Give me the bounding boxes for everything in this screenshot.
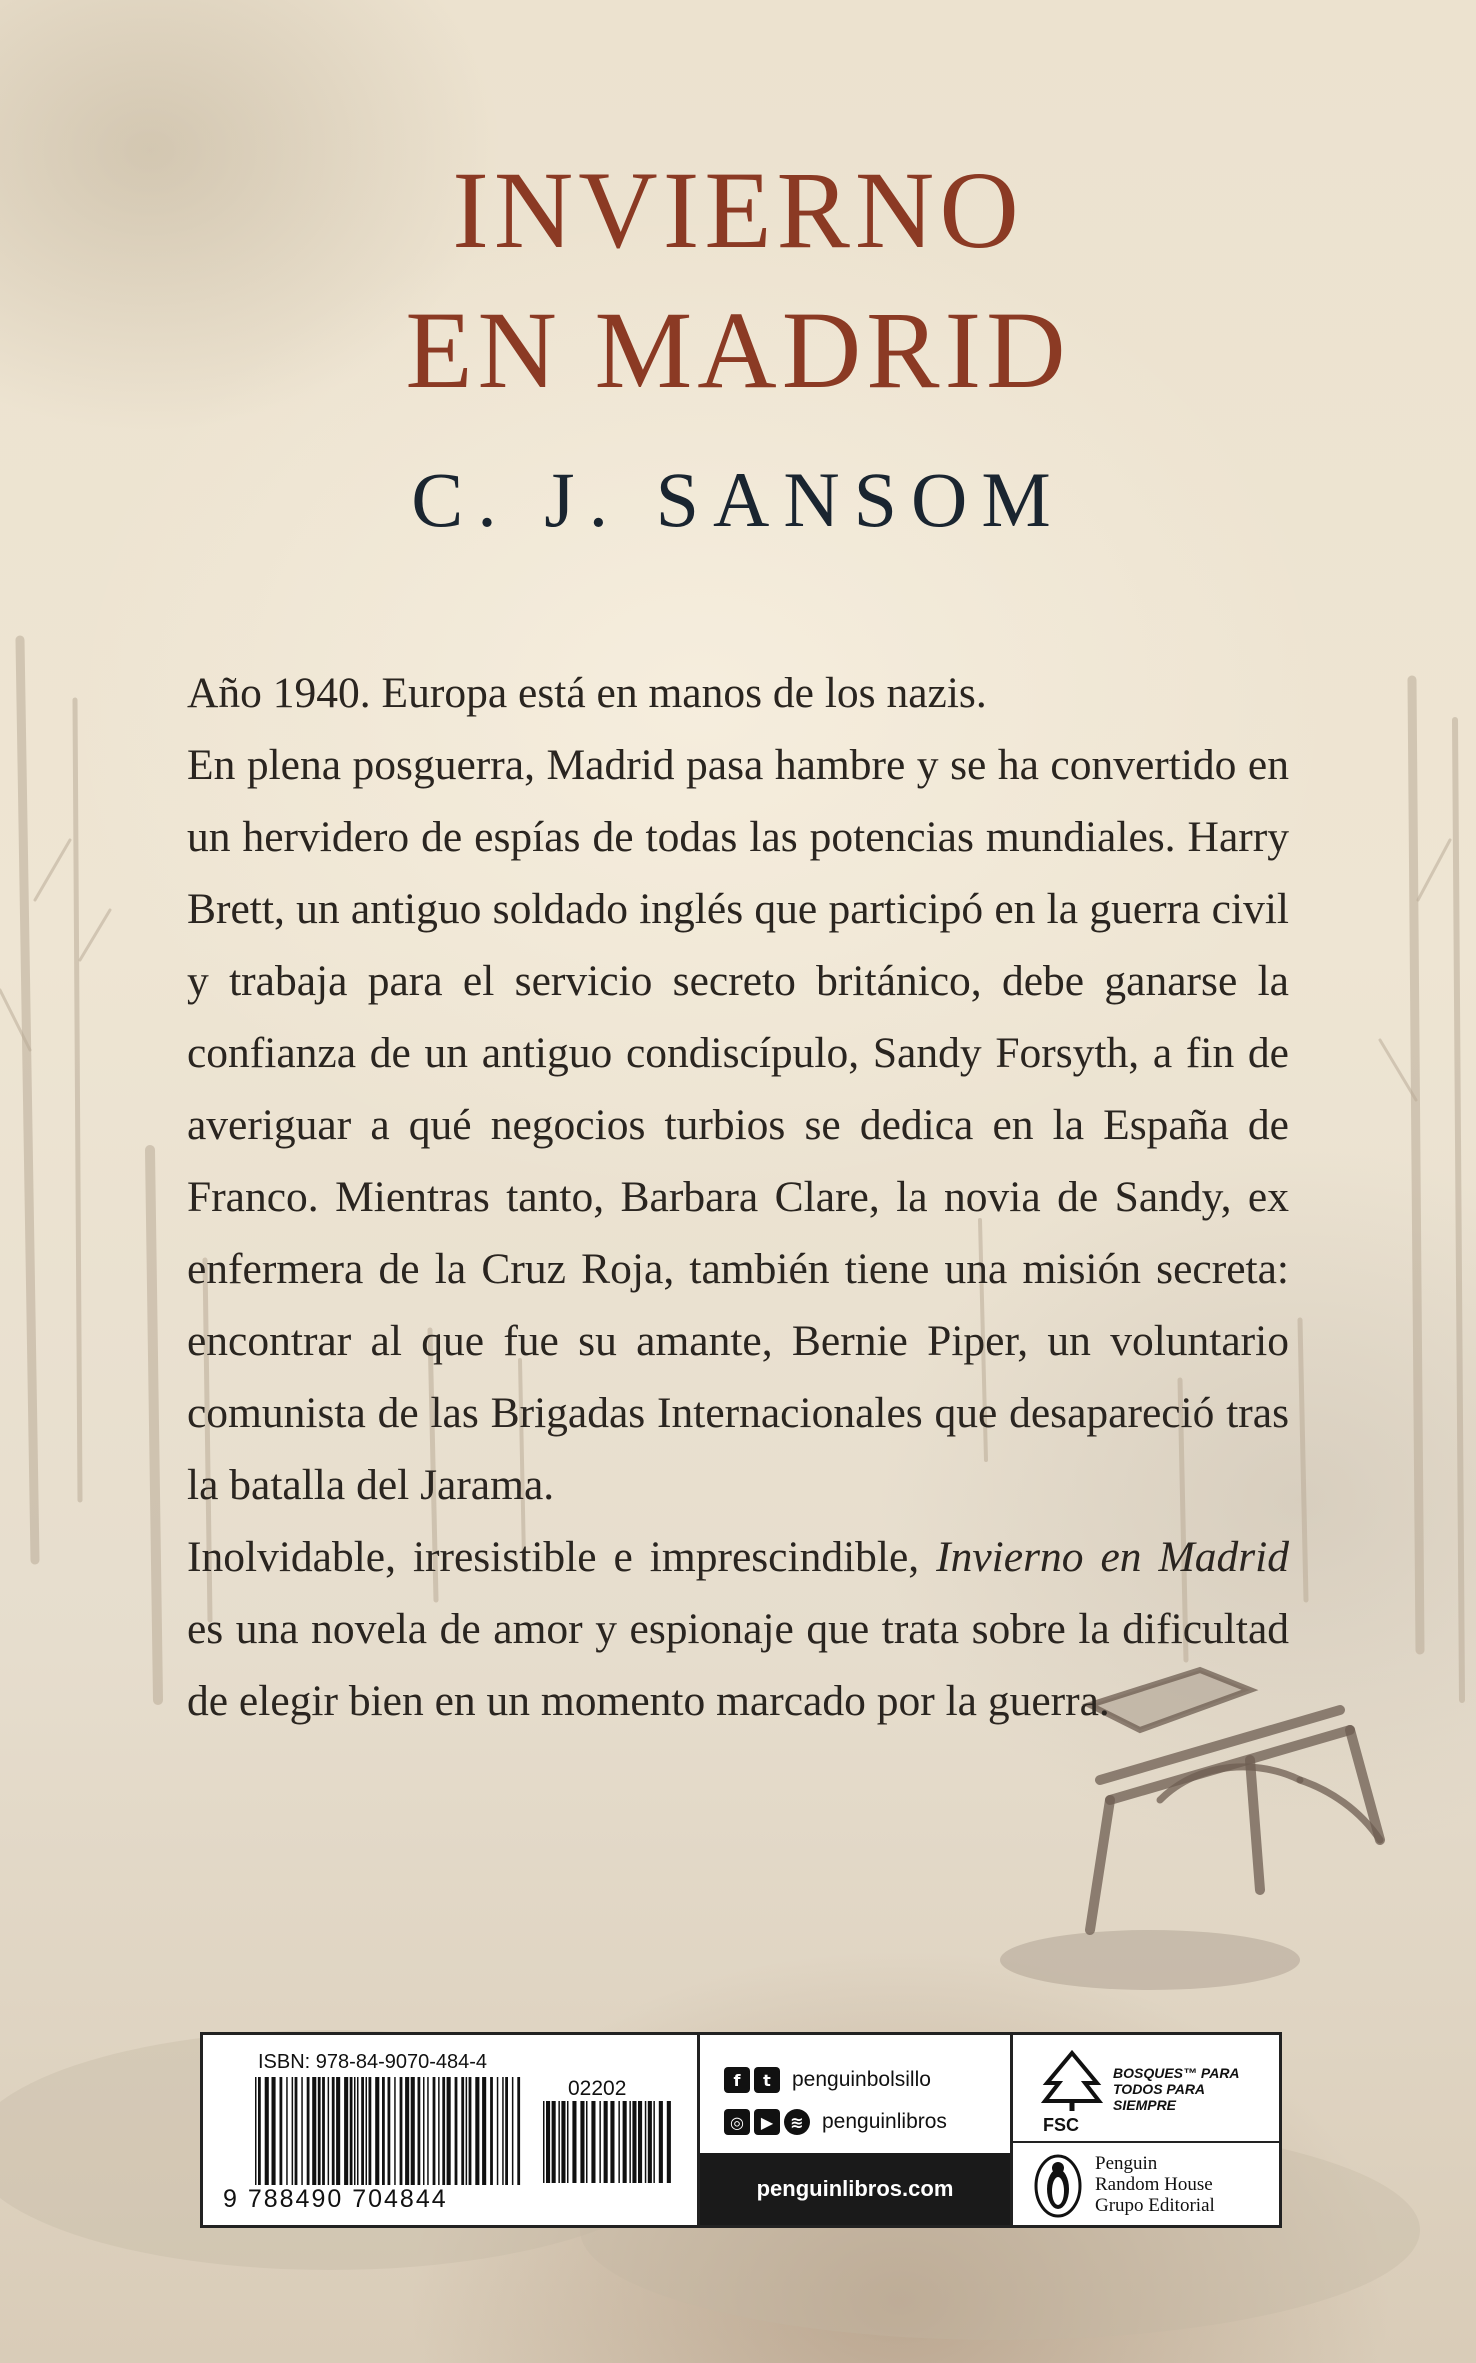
penguin-logo-icon <box>1033 2153 1083 2219</box>
barcode-bar <box>475 2077 479 2185</box>
barcode-bar <box>344 2077 348 2185</box>
barcode-bar <box>591 2101 595 2183</box>
barcode-bar <box>350 2077 353 2185</box>
book-title-line-1: INVIERNO <box>452 149 1024 271</box>
website-link[interactable]: penguinlibros.com <box>700 2153 1010 2225</box>
fsc-slogan: BOSQUES™ PARA TODOS PARA SIEMPRE <box>1113 2065 1240 2113</box>
barcode-bar <box>438 2077 440 2185</box>
barcode-bar <box>490 2077 493 2185</box>
barcode-bar <box>461 2077 464 2185</box>
barcode-bar <box>558 2101 560 2183</box>
barcode-bar <box>295 2077 298 2185</box>
barcode-bar <box>292 2077 294 2185</box>
barcode-bar <box>466 2077 468 2185</box>
synopsis-title-italic: Invierno en Madrid <box>936 1533 1289 1581</box>
barcode-bar <box>400 2077 403 2185</box>
twitter-icon: t <box>754 2067 780 2093</box>
barcode-bar <box>354 2077 356 2185</box>
publisher-line-1: Penguin <box>1095 2153 1158 2174</box>
barcode-bar <box>442 2077 445 2185</box>
ean-barcode <box>255 2077 523 2185</box>
barcode-bar <box>423 2077 425 2185</box>
barcode-bar <box>382 2077 385 2185</box>
barcode-bar <box>586 2101 588 2183</box>
barcode-bar <box>659 2101 663 2183</box>
barcode-bar <box>361 2077 364 2185</box>
barcode-bar <box>301 2077 303 2185</box>
addon-barcode <box>543 2101 673 2183</box>
barcode-bar <box>667 2101 671 2183</box>
barcode-bar <box>629 2101 631 2183</box>
book-title-line-2: EN MADRID <box>405 289 1071 411</box>
instagram-icon: ◎ <box>724 2109 750 2135</box>
addon-code: 02202 <box>568 2077 627 2100</box>
barcode-bar <box>455 2077 458 2185</box>
barcode-bar <box>552 2101 556 2183</box>
synopsis-paragraph-1: Año 1940. Europa está en manos de los nazis. <box>187 669 987 717</box>
author-name: C. J. SANSOM <box>411 456 1065 543</box>
barcode-bar <box>561 2101 565 2183</box>
publisher-line-2: Random House <box>1095 2174 1213 2195</box>
barcode-bar <box>505 2077 508 2185</box>
synopsis-text-end: es una novela de amor y espionaje que trata sobre la dificultad de elegir bien en un momento marcado por la guerra. <box>187 1605 1289 1725</box>
isbn-barcode-section <box>203 2035 700 2225</box>
spotify-icon: ≋ <box>784 2109 810 2135</box>
barcode-bar <box>312 2077 316 2185</box>
barcode-bar <box>265 2077 269 2185</box>
barcode-bar <box>469 2077 472 2185</box>
publisher-line-3: Grupo Editorial <box>1095 2195 1215 2216</box>
logo-divider <box>1013 2141 1279 2143</box>
barcode-bar <box>388 2077 391 2185</box>
social-row-bolsillo <box>724 2065 931 2095</box>
barcode-bar <box>610 2101 614 2183</box>
barcode-bar <box>618 2101 620 2183</box>
isbn-number: ISBN: 978-84-9070-484-4 <box>258 2051 488 2073</box>
barcode-bar <box>447 2077 451 2185</box>
synopsis-paragraph-3 <box>187 1521 1289 1737</box>
barcode-bar <box>286 2077 288 2185</box>
barcode-bar <box>366 2077 368 2185</box>
barcode-bar <box>502 2077 504 2185</box>
barcode-bar <box>405 2077 409 2185</box>
barcode-bar <box>623 2101 627 2183</box>
barcode-bar <box>512 2077 514 2185</box>
barcode-bar <box>258 2077 261 2185</box>
barcode-bar <box>369 2077 372 2185</box>
barcode-bar <box>645 2101 647 2183</box>
social-media-section <box>700 2035 1013 2225</box>
barcode-bar <box>546 2101 550 2183</box>
barcode-bar <box>328 2077 330 2185</box>
social-handle-bolsillo: penguinbolsillo <box>792 2068 931 2091</box>
barcode-bar <box>632 2101 636 2183</box>
barcode-bar <box>482 2077 486 2185</box>
barcode-bar <box>411 2077 415 2185</box>
fsc-tree-icon <box>1037 2049 1107 2113</box>
synopsis-text-start: Inolvidable, irresistible e imprescindible, <box>187 1533 937 1581</box>
barcode-bar <box>307 2077 310 2185</box>
barcode-bar <box>580 2101 584 2183</box>
barcode-bar <box>255 2077 257 2185</box>
barcode-bar <box>375 2077 379 2185</box>
fsc-label: FSC <box>1043 2115 1079 2135</box>
barcode-bar <box>322 2077 325 2185</box>
synopsis-paragraph-2: En plena posguerra, Madrid pasa hambre y se ha convertido en un hervidero de espías de todas las potencias mundiales. Harry Brett, un antiguo soldado inglés que participó en la guerra civil y trabaja para el servicio secreto británico, debe ganarse la confianza de un antiguo condiscípulo, Sandy Forsyth, a fin de averiguar a qué negocios turbios se dedica en la España de Franco. Mientras tanto, Barbara Clare, la novia de Sandy, ex enfermera de la Cruz Roja, también tiene una misión secreta: encontrar al que fue su amante, Bernie Piper, un voluntario comunista de las Brigadas Internacionales que desapareció tras la batalla del Jarama. <box>187 741 1289 1509</box>
publisher-logos-section <box>1013 2035 1279 2225</box>
barcode-bar <box>648 2101 652 2183</box>
barcode-bar <box>332 2077 335 2185</box>
barcode-panel <box>200 2032 1282 2228</box>
barcode-bar <box>543 2101 545 2183</box>
barcode-bar <box>517 2077 520 2185</box>
barcode-bar <box>604 2101 608 2183</box>
barcode-bar <box>280 2077 283 2185</box>
social-row-libros <box>724 2107 947 2137</box>
barcode-bar <box>599 2101 601 2183</box>
barcode-bar <box>433 2077 436 2185</box>
barcode-bar <box>318 2077 321 2185</box>
barcode-bar <box>272 2077 276 2185</box>
synopsis <box>187 657 1289 1737</box>
facebook-icon: f <box>724 2067 750 2093</box>
barcode-bar <box>567 2101 569 2183</box>
publisher-name <box>1095 2153 1275 2216</box>
barcode-bar <box>497 2077 499 2185</box>
barcode-bar <box>638 2101 642 2183</box>
barcode-bar <box>653 2101 655 2183</box>
barcode-bar <box>572 2101 576 2183</box>
barcode-bar <box>418 2077 421 2185</box>
barcode-bar <box>427 2077 429 2185</box>
social-handle-libros: penguinlibros <box>822 2110 947 2133</box>
barcode-bar <box>357 2077 359 2185</box>
barcode-bar <box>394 2077 396 2185</box>
youtube-icon: ▶ <box>754 2109 780 2135</box>
ean-digits: 9 788490 704844 <box>223 2185 448 2213</box>
barcode-bar <box>336 2077 340 2185</box>
